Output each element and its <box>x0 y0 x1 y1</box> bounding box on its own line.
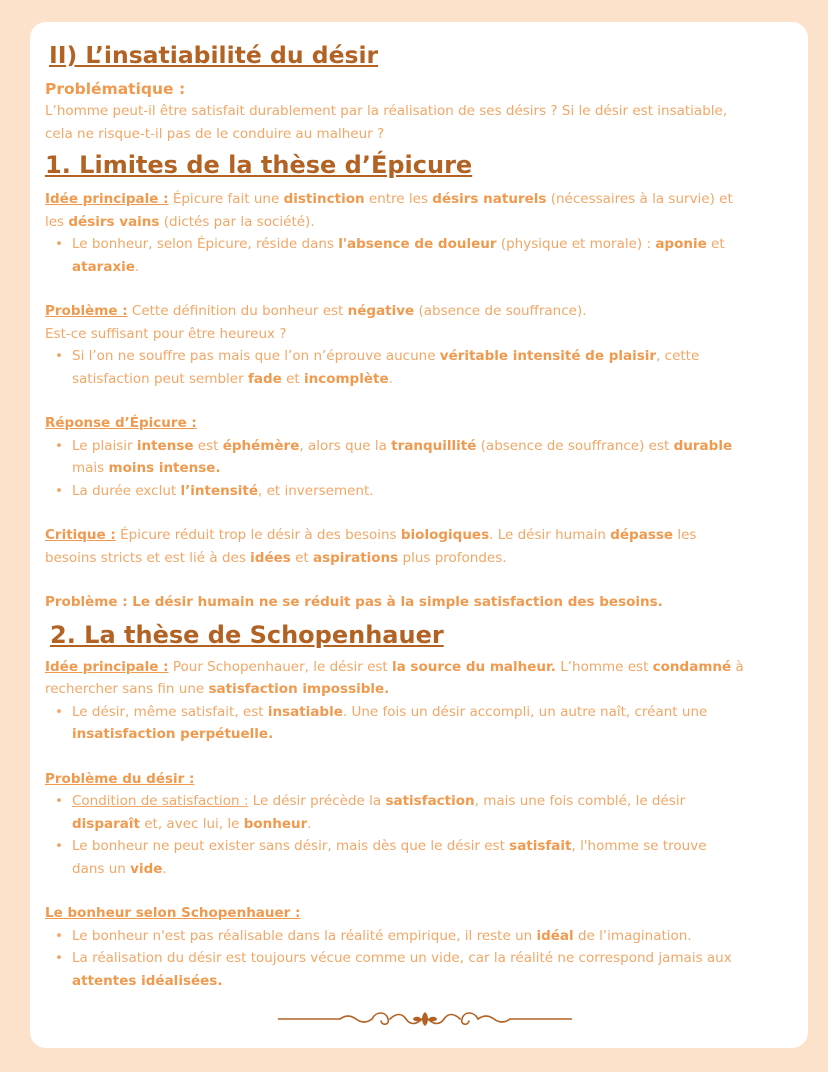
part1-reponse-label: Réponse d’Épicure : <box>45 415 197 431</box>
part2-probleme-label: Problème du désir : <box>45 770 195 787</box>
section-title: II) L’insatiabilité du désir <box>49 41 379 69</box>
list-item: • La réalisation du désir est toujours vécue comme un vide, car la réalité ne correspond jamais aux attentes idéalisées. <box>72 947 808 992</box>
part2-idee-list <box>45 701 808 746</box>
part1-title: 1. Limites de la thèse d’Épicure <box>45 151 473 179</box>
part2-idee-principale: Idée principale : Pour Schopenhauer, le désir est la source du malheur. L’homme est condamné à rechercher sans fin une satisfaction impossible. <box>45 658 744 697</box>
list-item: • Le bonheur, selon Épicure, réside dans l'absence de douleur (physique et morale) : aponie et ataraxie. <box>72 233 808 278</box>
list-item: • Le bonheur n'est pas réalisable dans la réalité empirique, il reste un idéal de l’imagination. <box>72 925 808 948</box>
part1-critique: Critique : Épicure réduit trop le désir à des besoins biologiques. Le désir humain dépasse les besoins stricts et est lié à des idées et aspirations plus profondes. <box>45 527 697 566</box>
part1-conclusion: Problème : Le désir humain ne se réduit pas à la simple satisfaction des besoins. <box>45 594 663 610</box>
part2-probleme-list <box>45 790 808 880</box>
part1-probleme-list <box>45 345 808 390</box>
part2-bonheur-list <box>45 925 808 993</box>
content-card <box>30 22 808 1048</box>
problematique-label: Problématique : <box>45 80 186 98</box>
list-item: • La durée exclut l’intensité, et inversement. <box>72 480 808 503</box>
problematique-text: L’homme peut-il être satisfait durablement par la réalisation de ses désirs ? Si le désir est insatiable, cela ne risque-t-il pas de le conduire au malheur ? <box>45 103 728 142</box>
part1-reponse-list <box>45 435 808 503</box>
ornamental-divider-icon <box>278 1010 572 1028</box>
list-item: • Le désir, même satisfait, est insatiable. Une fois un désir accompli, un autre naît, créant une insatisfaction perpétuelle. <box>72 701 808 746</box>
list-item: • Le bonheur ne peut exister sans désir, mais dès que le désir est satisfait, l'homme se trouve dans un vide. <box>72 835 808 880</box>
part1-idee-list <box>45 233 808 278</box>
part1-probleme: Problème : Cette définition du bonheur est négative (absence de souffrance). Est-ce suffisant pour être heureux ? <box>45 303 587 342</box>
part1-idee-principale: Idée principale : Épicure fait une distinction entre les désirs naturels (nécessaires à la survie) et les désirs vains (dictés par la société). <box>45 191 733 230</box>
list-item: • Condition de satisfaction : Le désir précède la satisfaction, mais une fois comblé, le désir disparaît et, avec lui, le bonheur. <box>72 790 808 835</box>
part2-title: 2. La thèse de Schopenhauer <box>50 620 444 649</box>
list-item: • Le plaisir intense est éphémère, alors que la tranquillité (absence de souffrance) est durable mais moins intense. <box>72 435 808 480</box>
list-item: • Si l’on ne souffre pas mais que l’on n’éprouve aucune véritable intensité de plaisir, cette satisfaction peut sembler fade et incomplète. <box>72 345 808 390</box>
part2-bonheur-label: Le bonheur selon Schopenhauer : <box>45 905 301 921</box>
